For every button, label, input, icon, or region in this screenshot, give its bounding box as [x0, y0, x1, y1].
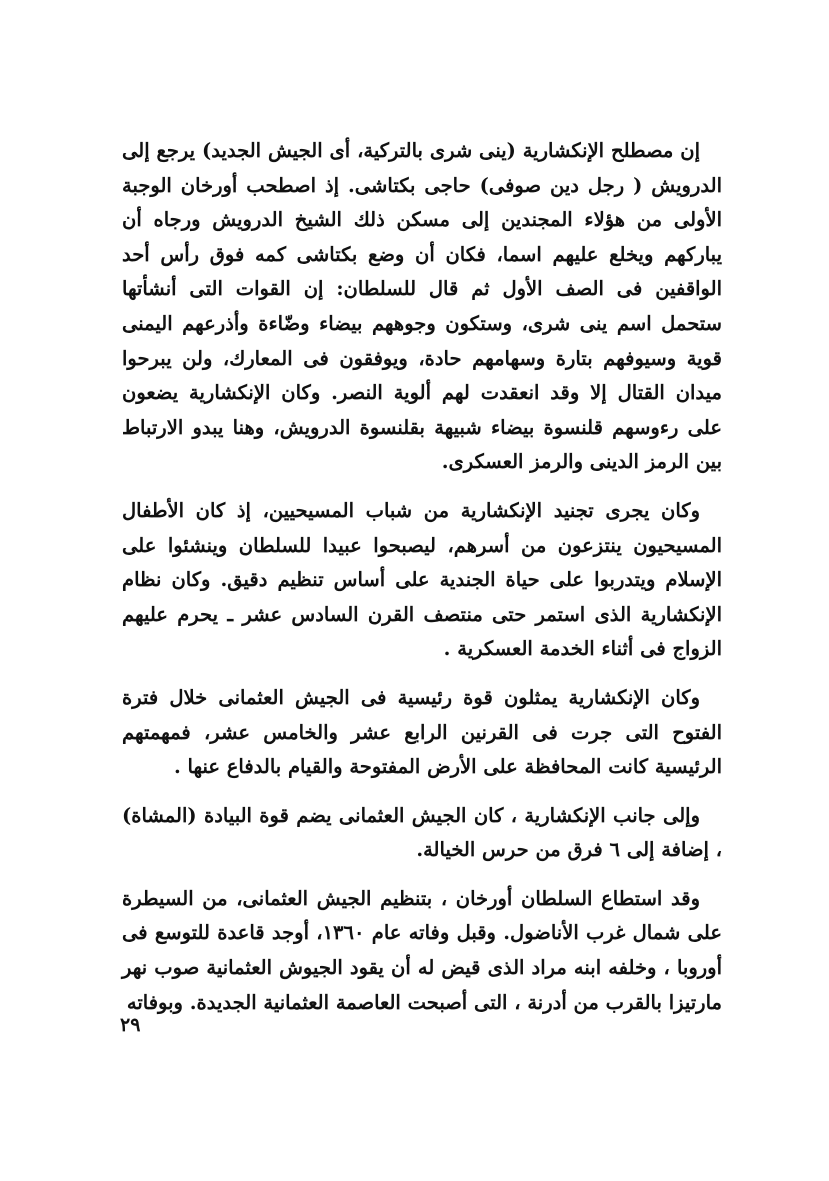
paragraph-recruitment: وكان يجرى تجنيد الإنكشارية من شباب المسيحيين، إذ كان الأطفال المسيحيون ينتزعون من أسرهم، ليصبحوا عبيدا للسلطان وينشئوا على الإسلام ويتدربوا على حياة الجندية على أساس تنظيم دقيق. وكان نظام الإنكشارية الذى استمر حتى منتصف القرن السادس عشر ـ يحرم عليهم الزواج فى أثناء الخدمة العسكرية .: [122, 498, 722, 661]
page-body: [122, 134, 722, 1034]
paragraph-main-force: وكان الإنكشارية يمثلون قوة رئيسية فى الجيش العثمانى خلال فترة الفتوح التى جرت فى القرنين الرابع عشر والخامس عشر، فمهمتهم الرئيسية كانت المحافظة على الأرض المفتوحة والقيام بالدفاع عنها .: [122, 685, 722, 779]
paragraph-infantry: وإلى جانب الإنكشارية ، كان الجيش العثمانى يضم قوة البيادة (المشاة) ، إضافة إلى ٦ فرق من حرس الخيالة.: [122, 803, 722, 862]
paragraph-janissary-origin: إن مصطلح الإنكشارية (ينى شرى بالتركية، أى الجيش الجديد) يرجع إلى الدرويش ( رجل دين صوفى) حاجى بكتاشى. إذ اصطحب أورخان الوجبة الأولى من هؤلاء المجندين إلى مسكن ذلك الشيخ الدرويش ورجاه أن يباركهم ويخلع عليهم اسما، فكان أن وضع بكتاشى كمه فوق رأس أحد الواقفين فى الصف الأول ثم قال للسلطان: إن القوات التى أنشأتها ستحمل اسم ينى شرى، وستكون وجوههم بيضاء وضّاءة وأذرعهم اليمنى قوية وسيوفهم بتارة وسهامهم حادة، ويوفقون فى المعارك، ولن يبرحوا ميدان القتال إلا وقد انعقدت لهم ألوية النصر. وكان الإنكشارية يضعون على رءوسهم قلنسوة بيضاء شبيهة بقلنسوة الدرويش، وهنا يبدو الارتباط بين الرمز الدينى والرمز العسكرى.: [122, 139, 722, 474]
paragraph-orhan-expansion: وقد استطاع السلطان أورخان ، بتنظيم الجيش العثمانى، من السيطرة على شمال غرب الأناضول. وقبل وفاته عام ١٣٦٠، أوجد قاعدة للتوسع فى أوروبا ، وخلفه ابنه مراد الذى قيض له أن يقود الجيوش العثمانية صوب نهر مارتيزا بالقرب من أدرنة ، التى أصبحت العاصمة العثمانية الجديدة. وبوفاته: [122, 886, 722, 1014]
page-number: ٢٩: [120, 1014, 141, 1036]
